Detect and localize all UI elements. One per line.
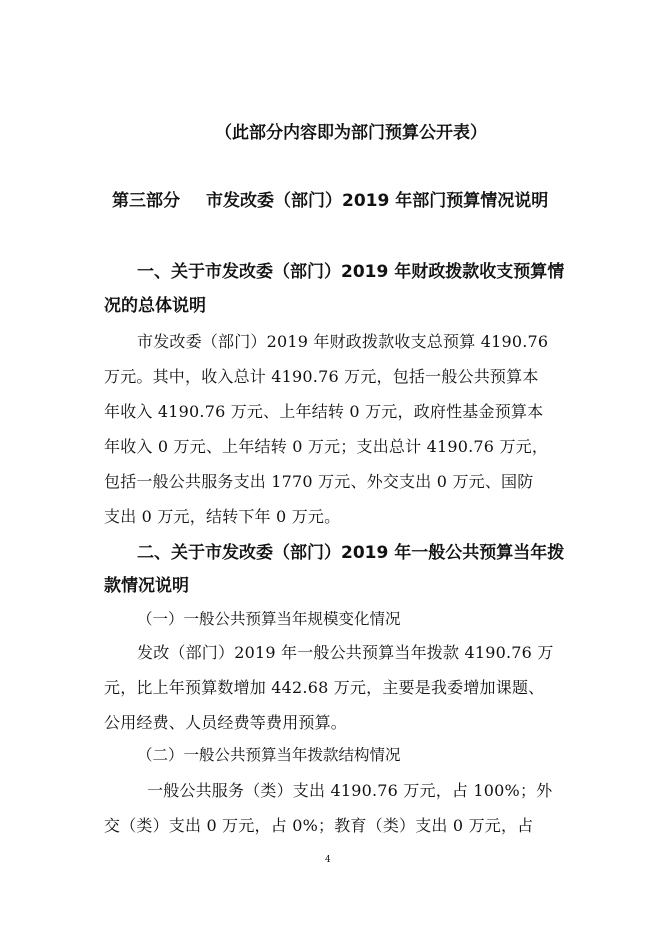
- section2-paragraph-line: 元，比上年预算数增加 442.68 万元，主要是我委增加课题、: [104, 678, 545, 697]
- section1-paragraph-line: 年收入 4190.76 万元、上年结转 0 万元，政府性基金预算本: [104, 402, 544, 421]
- section1-paragraph-line: 市发改委（部门）2019 年财政拨款收支总预算 4190.76: [137, 332, 549, 351]
- section2-paragraph-line: 一般公共服务（类）支出 4190.76 万元，占 100%；外: [147, 781, 553, 800]
- subsection1-heading: （一）一般公共预算当年规模变化情况: [137, 610, 401, 628]
- section1-paragraph-line: 年收入 0 万元、上年结转 0 万元；支出总计 4190.76 万元，: [104, 437, 549, 456]
- section2-paragraph-line: 发改（部门）2019 年一般公共预算当年拨款 4190.76 万: [137, 643, 554, 662]
- section1-paragraph-line: 包括一般公共服务支出 1770 万元、外交支出 0 万元、国防: [104, 472, 534, 491]
- section2-heading-line1: 二、关于市发改委（部门）2019 年一般公共预算当年拨: [137, 543, 565, 563]
- section1-heading-line1: 一、关于市发改委（部门）2019 年财政拨款收支预算情: [137, 262, 565, 282]
- section1-paragraph-line: 万元。其中，收入总计 4190.76 万元，包括一般公共预算本: [104, 367, 539, 386]
- subsection2-heading: （二）一般公共预算当年拨款结构情况: [137, 746, 401, 764]
- page-number: 4: [325, 855, 331, 865]
- section2-heading-line2: 款情况说明: [104, 576, 189, 596]
- section1-heading-line2: 况的总体说明: [104, 296, 206, 316]
- section1-paragraph-line: 支出 0 万元，结转下年 0 万元。: [104, 507, 341, 526]
- part-title: 市发改委（部门）2019 年部门预算情况说明: [206, 191, 549, 211]
- section2-paragraph-line: 公用经费、人员经费等费用预算。: [104, 713, 348, 732]
- notice-text: （此部分内容即为部门预算公开表）: [215, 123, 487, 143]
- section2-paragraph-line: 交（类）支出 0 万元，占 0%；教育（类）支出 0 万元，占: [104, 816, 534, 835]
- part-label: 第三部分: [112, 191, 180, 211]
